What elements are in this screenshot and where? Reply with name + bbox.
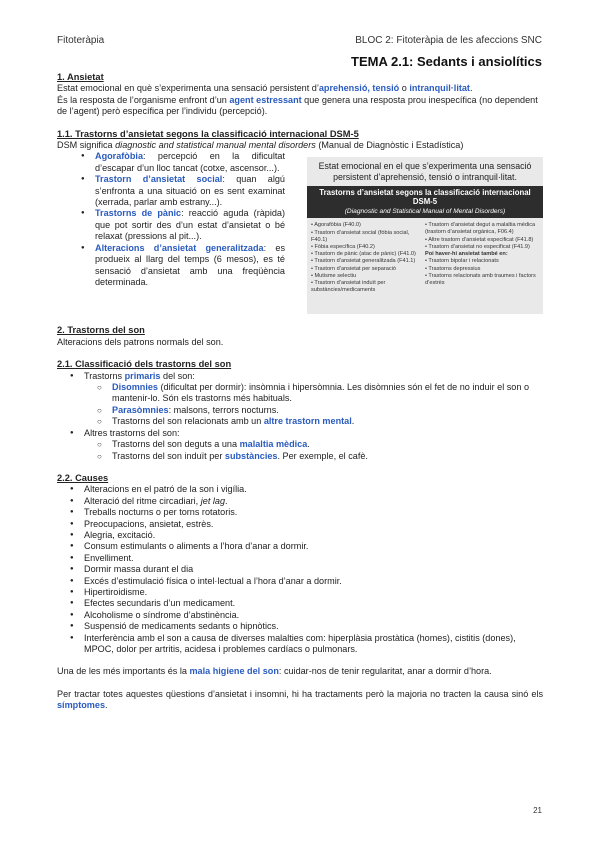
figure-item: • Trastorn de pànic (atac de pànic) (F41.0) [311, 251, 416, 258]
list-item [57, 151, 285, 174]
dsm-list-column [57, 151, 285, 314]
figure-item: • Trastorn d’ansietat no especificat (F41.9) [425, 243, 530, 250]
section-heading-son: 2. Trastorns del son [57, 325, 145, 336]
term: Alteracions d’ansietat generalitzada [95, 242, 264, 253]
figure-column-right [425, 222, 539, 294]
list-item [57, 405, 543, 416]
text: Per tractar totes aquestes qüestions d’ansietat i insomni, hi ha tractaments però la majoria no tracten la causa sinó els [57, 688, 543, 699]
list-item: ● Treballs nocturns o per torns rotatoris. [57, 507, 543, 518]
list-item [57, 439, 543, 450]
figure-item: • Mutisme selectiu [311, 273, 357, 280]
text: Trastorns del son relacionats amb un [112, 416, 264, 427]
text: : malsons, terrors nocturns. [168, 404, 279, 415]
term: Trastorns de pànic [95, 208, 182, 219]
list-item [57, 451, 543, 462]
sleep-hygiene-paragraph [57, 666, 543, 677]
highlight: intranquil·litat [409, 83, 470, 94]
figure-item: • Trastorn d’ansietat generalitzada (F41.1) [311, 258, 416, 265]
page-title: TEMA 2.1: Sedants i ansiolítics [351, 54, 542, 69]
dsm-fullname: diagnostic and statistical manual mental disorders [115, 140, 316, 151]
text: DSM significa [57, 140, 116, 151]
highlight: primaris [124, 370, 161, 381]
text: : quan algú s’enfronta a una situació on es sent examinat (xerrada, parlar amb estrany...). [95, 174, 285, 208]
figure-item: • Trastorn d’ansietat induït per substàncies/medicaments [311, 280, 386, 294]
jet-lag-term: jet lag [200, 495, 226, 506]
list-item: ● Suspensió de medicaments sedants o hipnòtics. [57, 621, 543, 632]
text: (dificultat per dormir): insòmnia i hipersòmnia. Les disòmnies són el fet de no induir el son o mantenir-lo. Són els trastorns més habituals. [112, 382, 530, 404]
text: o [399, 83, 410, 94]
highlight: mala higiene del son [189, 666, 279, 677]
list-item: ● Alegria, excitació. [57, 530, 543, 541]
figure-item: • Trastorn d’ansietat social (fòbia social, F40.1) [311, 229, 410, 243]
term: altre trastorn mental [263, 416, 352, 427]
list-item: ● Altres trastorns del son: [57, 428, 543, 439]
dsm-definition [57, 140, 543, 151]
figure-item: • Agorafòbia (F40.0) [311, 222, 361, 229]
section-heading-dsm5: 1.1. Trastorns d’ansietat segons la classificació internacional DSM-5 [57, 128, 359, 139]
list-item [57, 496, 543, 507]
text: : cuidar-nos de tenir regularitat, anar a dormir d’hora. [278, 666, 492, 677]
figure-header-title: Trastorns d’ansietat segons la classificació internacional DSM-5 [319, 188, 531, 207]
list-item: ● Consum estimulants o aliments a l’hora d’anar a dormir. [57, 541, 543, 552]
list-item: ● Interferència amb el son a causa de diverses malalties com: hiperplàsia prostàtica (homes), cistitis (dones), MPOC, dolor per artritis, acidesa i problemes cardíacs o pulmonars. [57, 633, 543, 656]
page-number: 21 [533, 806, 542, 815]
text: Una de les més importants és la [57, 666, 190, 677]
figure-item: • Trastorns relacionats amb traumes i factors d’estrès [425, 273, 536, 286]
highlight: símptomes [57, 700, 106, 711]
list-item: ● Dormir massa durant el dia [57, 564, 543, 575]
text: Trastorns del son deguts a una [112, 439, 240, 450]
ansietat-definition [57, 83, 543, 94]
highlight: aprehensió, tensió [318, 83, 400, 94]
primary-sublist [57, 382, 543, 428]
list-item: ● Hipertiroidisme. [57, 587, 543, 598]
text: : percepció en la dificultat d’escapar d’un lloc tancat (cotxe, ascensor...). [95, 151, 285, 173]
text: . [307, 439, 310, 450]
section-heading-causes: 2.2. Causes [57, 472, 109, 483]
header-block: BLOC 2: Fitoteràpia de les afeccions SNC [355, 35, 542, 46]
treatment-paragraph [57, 689, 543, 712]
ansietat-response [57, 95, 543, 118]
figure-item: • Trastorn d’ansietat degut a malaltia mèdica (trastorn d’ansietat orgànica, F06.4) [425, 222, 536, 236]
list-item [57, 416, 543, 427]
text: : es produeix al llarg del temps (6 mesos), es té sensació d’ansietat amb una freqüència determinada. [95, 242, 285, 287]
figure-item: • Altre trastorn d’ansietat especificat (F41.8) [425, 236, 534, 243]
text: És la resposta de l’organisme enfront d’un [57, 94, 230, 105]
other-sublist [57, 439, 543, 462]
figure-item: • Trastorn bipolar i relacionats [425, 258, 499, 265]
text: . [351, 416, 355, 427]
list-item: ● Alteracions en el patró de la son i vigília. [57, 484, 543, 495]
classification-list-other [57, 428, 543, 439]
dsm-figure [307, 157, 543, 314]
text: Trastorns [84, 370, 125, 381]
text: : reacció aguda (ràpida) que pot sortir des d’un estat d’ansietat o bé relaxat (pressions al pit...). [95, 208, 286, 242]
list-item: ● Alcoholisme o síndrome d’abstinència. [57, 610, 543, 621]
list-item: ● Envelliment. [57, 553, 543, 564]
text: . [225, 495, 228, 506]
highlight: agent estressant [229, 94, 302, 105]
son-definition: Alteracions dels patrons normals del son. [57, 336, 224, 347]
figure-item: • Trastorns depressius [425, 265, 481, 272]
list-item: ● Preocupacions, ansietat, estrès. [57, 519, 543, 530]
dsm-list [57, 151, 285, 288]
term: malaltia mèdica [239, 439, 308, 450]
causes-list [57, 484, 543, 655]
figure-caption: Estat emocional en el que s’experimenta una sensació persistent d’aprehensió, tensió o intranquil·litat. [318, 161, 532, 183]
content [57, 72, 543, 712]
text: . [469, 83, 473, 94]
header-subject: Fitoteràpia [57, 35, 105, 46]
figure-header-subtitle: (Diagnostic and Statistical Manual of Mental Disorders) [344, 208, 506, 216]
figure-subheading: Poi haver-hi ansietat també en: [425, 251, 508, 258]
list-item [57, 174, 285, 208]
term: Trastorn d’ansietat social [95, 174, 223, 185]
text: que genera una resposta prou inespecífica (no dependent de l’agent) però específica per l’individu (percepció). [57, 94, 538, 117]
figure-column-left [311, 222, 425, 294]
text: Estat emocional en què s’experimenta una sensació persistent d’ [57, 83, 319, 94]
list-item [57, 243, 285, 289]
text: . [105, 700, 108, 711]
list-item: ● Efectes secundaris d’un medicament. [57, 598, 543, 609]
dsm-row [57, 151, 543, 314]
list-item [57, 382, 543, 405]
section-heading-classificacio: 2.1. Classificació dels trastorns del son [57, 359, 232, 370]
text: Trastorns del son induït per [112, 450, 225, 461]
text: del son: [160, 370, 195, 381]
text: (Manual de Diagnòstic i Estadística) [315, 140, 464, 151]
term: Disomnies [112, 382, 158, 393]
section-heading-ansietat: 1. Ansietat [57, 72, 104, 82]
term: Parasòmnies [112, 404, 169, 415]
figure-item: • Trastorn d’ansietat per separació [311, 265, 396, 272]
figure-body [307, 218, 543, 294]
text: Alteració del ritme circadiari, [84, 495, 201, 506]
figure-header [307, 186, 543, 218]
figure-item: • Fòbia específica (F40.2) [311, 243, 375, 250]
term: substàncies [224, 450, 278, 461]
list-item: ● Excés d’estimulació física o intel·lectual a l’hora d’anar a dormir. [57, 576, 543, 587]
term: Agorafòbia [95, 151, 143, 162]
text: . Per exemple, el cafè. [277, 450, 368, 461]
list-item [57, 371, 543, 382]
list-item [57, 208, 285, 242]
classification-list [57, 371, 543, 382]
